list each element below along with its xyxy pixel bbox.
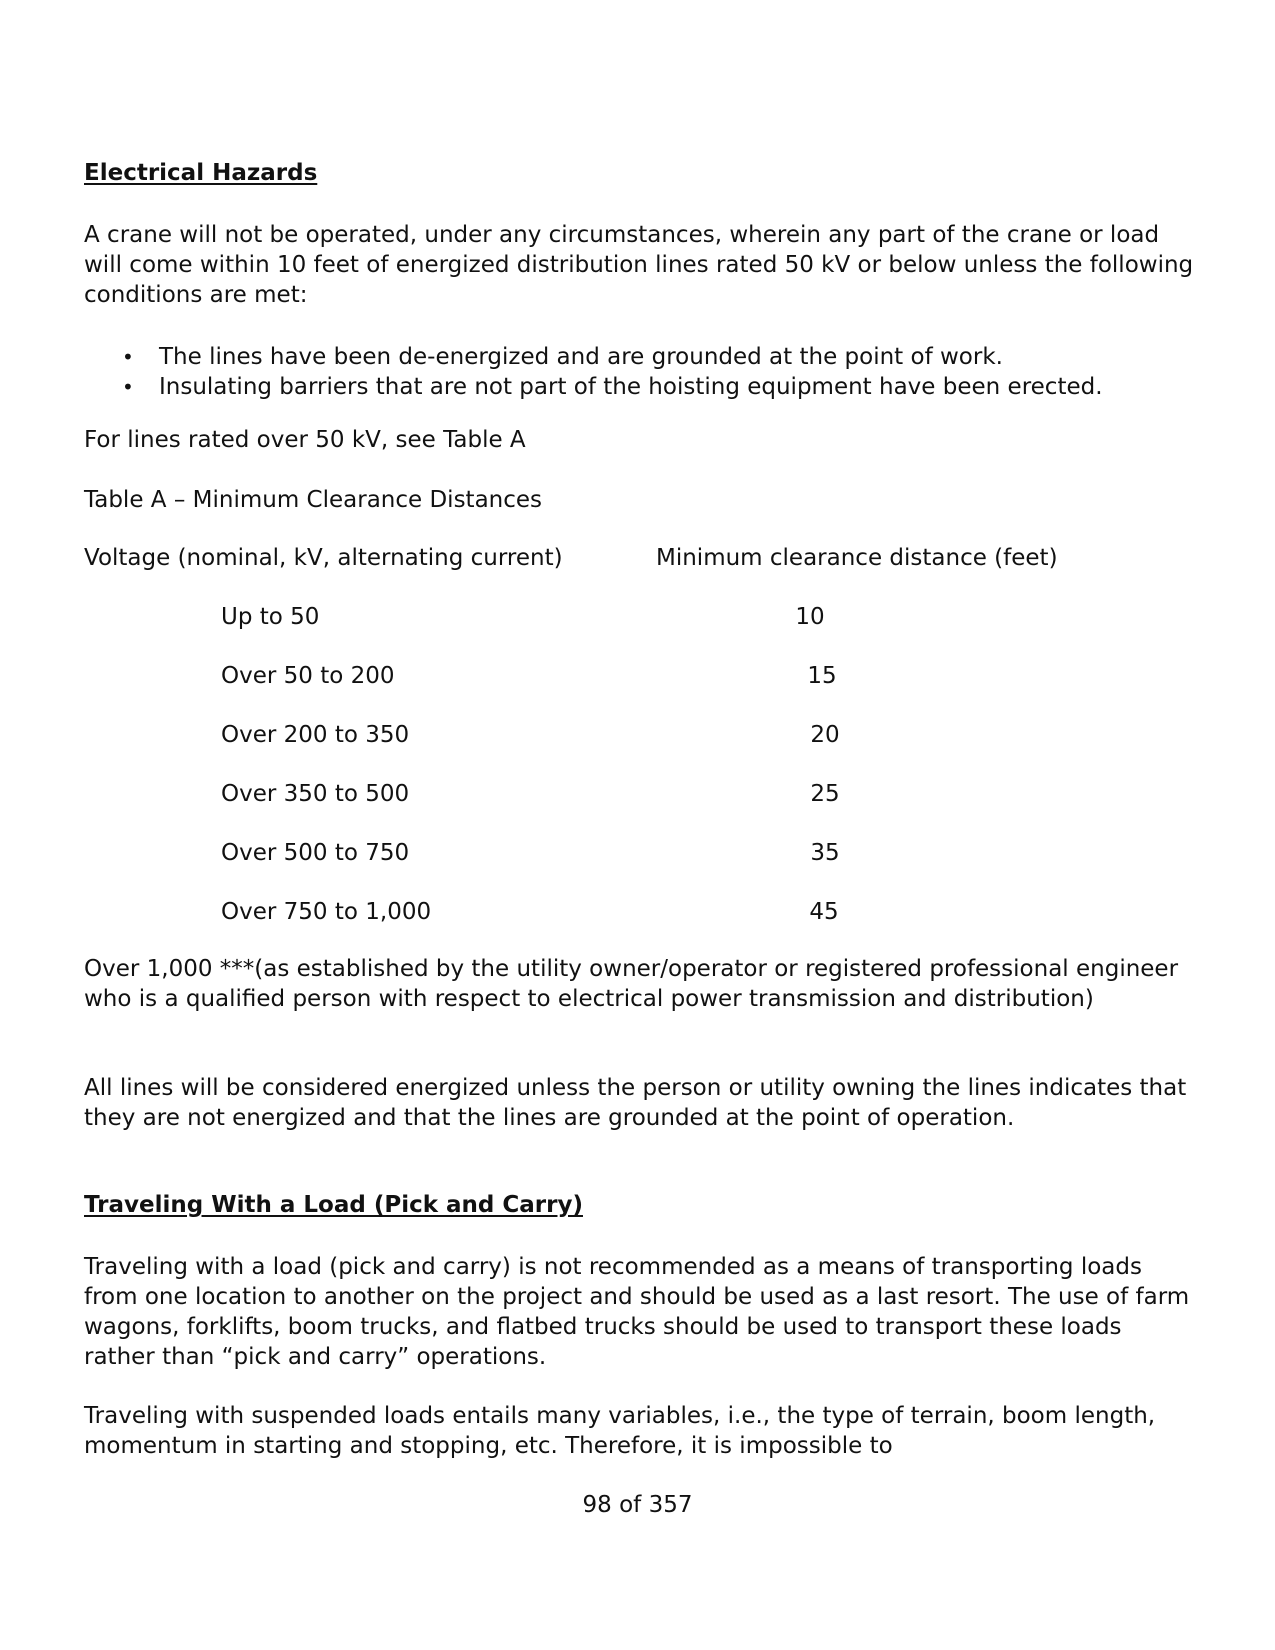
table-row-voltage: Over 50 to 200	[221, 663, 395, 689]
table-row-voltage: Over 350 to 500	[221, 781, 410, 807]
table-header-distance: Minimum clearance distance (feet)	[656, 545, 1058, 571]
conditions-list	[84, 342, 1103, 402]
table-header-voltage: Voltage (nominal, kV, alternating current)	[84, 545, 563, 571]
page-number: 98 of 357	[582, 1492, 693, 1518]
list-item-text: The lines have been de-energized and are grounded at the point of work.	[159, 344, 1003, 370]
table-row-distance: 20	[810, 722, 840, 748]
pick-and-carry-paragraph: Traveling with a load (pick and carry) is not recommended as a means of transporting loads from one location to another on the project and should be used as a last resort. The use of farm wagons, forklifts, boom trucks, and flatbed trucks should be used to transport these loads rather than “pick and carry” operations.	[84, 1254, 1190, 1370]
table-row-distance: 25	[810, 781, 840, 807]
table-row-voltage: Up to 50	[221, 604, 320, 630]
table-row-voltage: Over 500 to 750	[221, 840, 410, 866]
table-row-distance: 15	[807, 663, 837, 689]
electrical-intro-paragraph: A crane will not be operated, under any circumstances, wherein any part of the crane or load will come within 10 feet of energized distribution lines rated 50 kV or below unless the following conditions are met:	[84, 222, 1194, 308]
traveling-with-load-heading: Traveling With a Load (Pick and Carry)	[84, 1192, 583, 1218]
bullet-icon: •	[122, 375, 134, 399]
bullet-icon: •	[122, 345, 134, 369]
energized-lines-paragraph: All lines will be considered energized unless the person or utility owning the lines indicates that they are not energized and that the lines are grounded at the point of operation.	[84, 1075, 1187, 1131]
list-item	[84, 372, 1103, 402]
list-item-text: Insulating barriers that are not part of the hoisting equipment have been erected.	[159, 374, 1103, 400]
table-row-distance: 45	[809, 899, 839, 925]
table-row-distance: 35	[810, 840, 840, 866]
over-1000-note: Over 1,000 ***(as established by the utility owner/operator or registered professional engineer who is a qualified person with respect to electrical power transmission and distribution)	[84, 956, 1179, 1012]
table-row-voltage: Over 750 to 1,000	[221, 899, 432, 925]
table-row-distance: 10	[795, 604, 825, 630]
electrical-hazards-heading: Electrical Hazards	[84, 160, 318, 186]
suspended-loads-paragraph: Traveling with suspended loads entails many variables, i.e., the type of terrain, boom length, momentum in starting and stopping, etc. Therefore, it is impossible to	[84, 1403, 1156, 1459]
see-table-note: For lines rated over 50 kV, see Table A	[84, 427, 526, 453]
table-title: Table A – Minimum Clearance Distances	[84, 487, 543, 513]
list-item	[84, 342, 1103, 372]
table-row-voltage: Over 200 to 350	[221, 722, 410, 748]
